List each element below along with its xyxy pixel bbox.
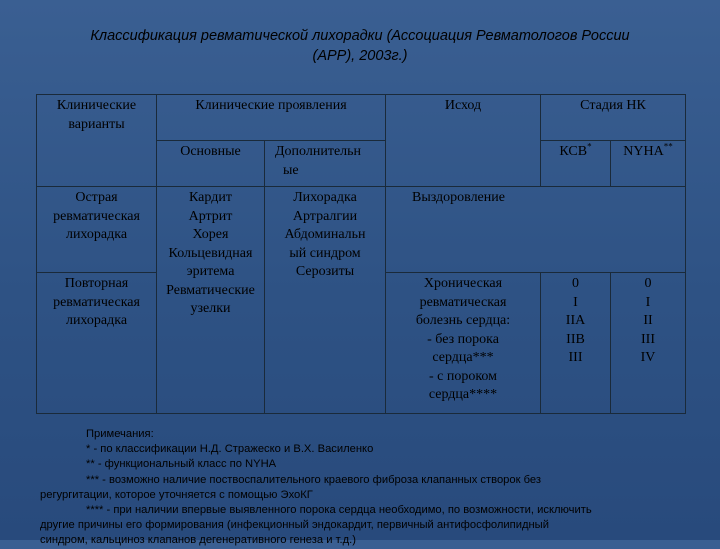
note-2: ** - функциональный класс по NYHA bbox=[86, 458, 277, 471]
header-clinical-variants: Клинические варианты bbox=[37, 95, 157, 187]
title-line-2: (АРР), 2003г.) bbox=[312, 48, 408, 64]
variant-recurrent: Повторная ревматическая лихорадка bbox=[37, 273, 157, 414]
ksv-stages: 0 I IIА IIВ III bbox=[541, 273, 611, 414]
header-clinical-manifestations: Клинические проявления bbox=[157, 95, 386, 141]
additional-manifestations: Лихорадка Артралгии Абдоминальн ый синдром Серозиты bbox=[265, 187, 386, 414]
notes-heading: Примечания: bbox=[86, 428, 154, 440]
note-4: **** - при наличии впервые выявленного порока сердца необходимо, по возможности, исключить bbox=[86, 504, 592, 517]
outcome-chronic: Хроническая ревматическая болезнь сердца: - без порока сердца*** - с пороком сердца**** bbox=[386, 273, 541, 414]
note-4-cont2: синдром, кальциноз клапанов дегенеративного генеза и т.д.) bbox=[40, 534, 356, 547]
header-main: Основные bbox=[157, 141, 265, 187]
main-manifestations: Кардит Артрит Хорея Кольцевидная эритема Ревматические узелки bbox=[157, 187, 265, 414]
classification-table bbox=[36, 94, 686, 414]
title-line-1: Классификация ревматической лихорадки (Ассоциация Ревматологов России bbox=[90, 28, 630, 44]
header-outcome: Исход bbox=[386, 95, 541, 187]
nyha-classes: 0 I II III IV bbox=[611, 273, 686, 414]
note-3-cont: регургитации, которое уточняется с помощью ЭхоКГ bbox=[40, 488, 313, 501]
variant-acute: Острая ревматическая лихорадка bbox=[37, 187, 157, 273]
header-ksv: КСВ* bbox=[541, 141, 611, 187]
note-3: *** - возможно наличие поствоспалительного краевого фиброза клапанных створок без bbox=[86, 473, 542, 486]
header-stage-nk: Стадия НК bbox=[541, 95, 686, 141]
header-nyha: NYHA** bbox=[611, 141, 686, 187]
slide-title bbox=[0, 26, 720, 66]
outcome-recovery: Выздоровление bbox=[386, 187, 686, 273]
note-4-cont: другие причины его формирования (инфекционный эндокардит, первичный антифосфолипидный bbox=[40, 519, 549, 532]
notes bbox=[40, 427, 716, 549]
header-additional: Дополнительн ые bbox=[265, 141, 386, 187]
note-1: * - по классификации Н.Д. Стражеско и В.Х. Василенко bbox=[86, 443, 374, 456]
